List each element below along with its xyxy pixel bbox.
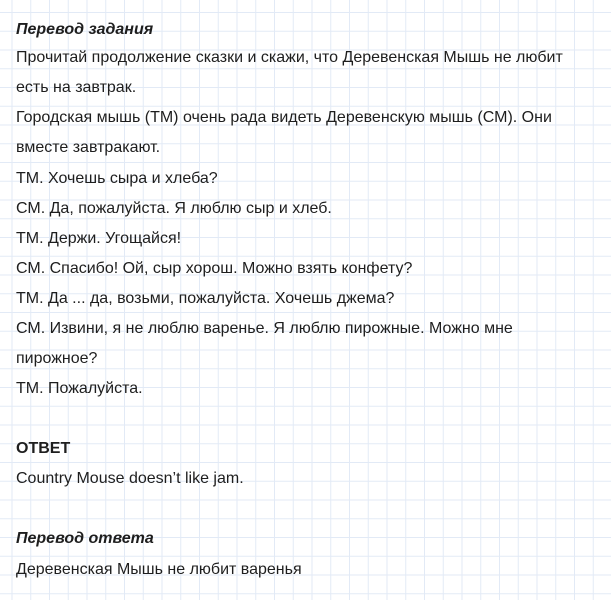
dialogue-line: пирожное? [16, 350, 98, 367]
dialogue-line: СМ. Да, пожалуйста. Я люблю сыр и хлеб. [16, 200, 332, 217]
dialogue-line: ТМ. Да ... да, возьми, пожалуйста. Хочешь джема? [16, 290, 395, 307]
task-translation-heading: Перевод задания [16, 21, 154, 38]
task-line: есть на завтрак. [16, 79, 137, 96]
answer-text: Country Mouse doesn’t like jam. [16, 470, 244, 487]
dialogue-line: ТМ. Держи. Угощайся! [16, 230, 182, 247]
answer-heading: ОТВЕТ [16, 440, 71, 457]
answer-translation-heading: Перевод ответа [16, 530, 154, 547]
task-line: вместе завтракают. [16, 139, 161, 156]
dialogue-line: СМ. Извини, я не люблю варенье. Я люблю пирожные. Можно мне [16, 320, 513, 337]
dialogue-line: ТМ. Хочешь сыра и хлеба? [16, 170, 218, 187]
answer-translation-text: Деревенская Мышь не любит варенья [16, 561, 302, 578]
dialogue-line: ТМ. Пожалуйста. [16, 380, 143, 397]
dialogue-line: СМ. Спасибо! Ой, сыр хорош. Можно взять конфету? [16, 260, 413, 277]
task-line: Прочитай продолжение сказки и скажи, что Деревенская Мышь не любит [16, 49, 563, 66]
task-line: Городская мышь (ТМ) очень рада видеть Деревенскую мышь (СМ). Они [16, 109, 552, 126]
